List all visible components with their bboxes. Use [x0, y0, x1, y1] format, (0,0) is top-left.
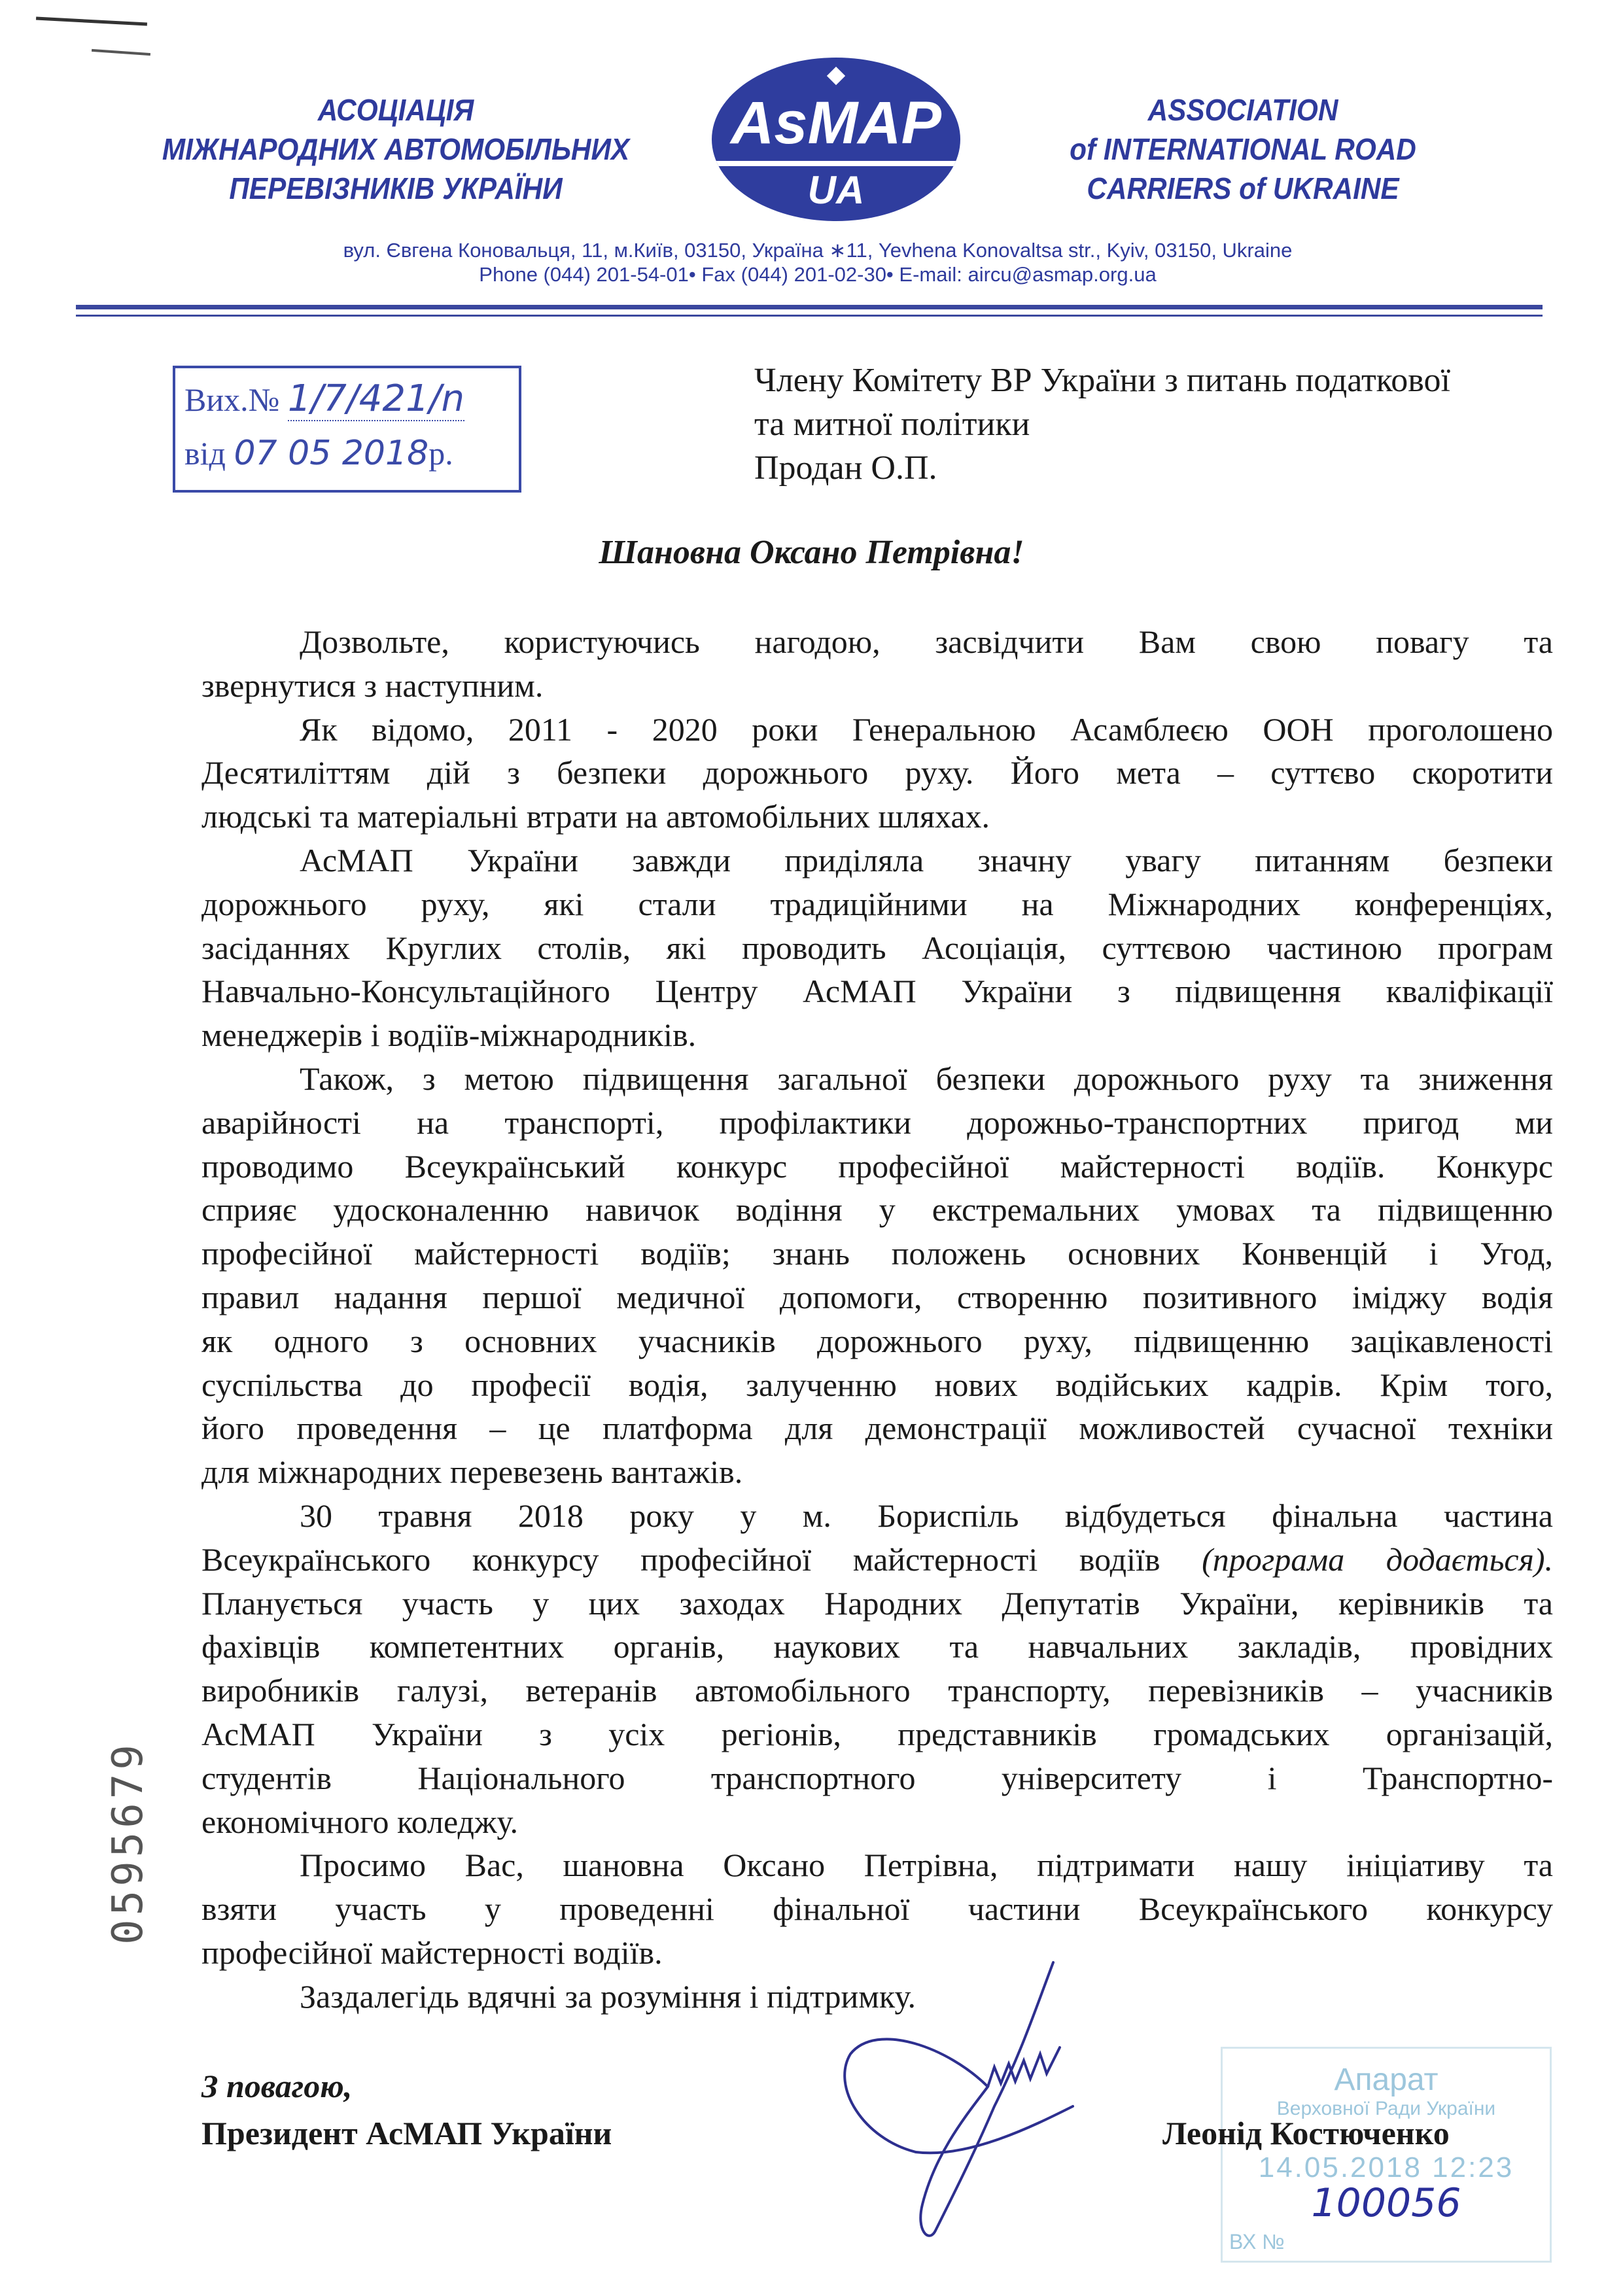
body-line-text: фахівців компетентних органів, наукових та навчальних закладів, провідних: [201, 1628, 1553, 1665]
body-line: [201, 1406, 1553, 1450]
outgoing-stamp: [173, 366, 521, 493]
body-line-text: студентів Національного транспортного університету і Транспортно-: [201, 1759, 1553, 1796]
body-line: [201, 926, 1553, 970]
body-line-text: Заздалегідь вдячні за розуміння і підтримку.: [300, 1977, 916, 2015]
header-rule-thin: [76, 315, 1543, 317]
date-label: від: [184, 435, 226, 472]
body-line: [201, 1625, 1553, 1669]
body-line-text: як одного з основних учасників дорожнього руху, підвищенню зацікавленості: [201, 1322, 1553, 1359]
body-line: [201, 1843, 1553, 1887]
body-line: [201, 795, 1553, 839]
body-line: [201, 882, 1553, 926]
body-line: [201, 751, 1553, 795]
body-line: [201, 1319, 1553, 1363]
ua-org-name: [85, 90, 707, 208]
program-attached-note: (програма додається).: [1202, 1540, 1553, 1578]
body-line: [201, 1800, 1553, 1844]
date-suffix: р.: [428, 435, 453, 472]
body-line-text: професійної майстерності водіїв.: [201, 1934, 663, 1971]
en-org-name: [955, 90, 1531, 208]
body-line: [201, 1013, 1553, 1057]
body-line: [201, 1145, 1553, 1189]
body-line-text: АсМАП України завжди приділяла значну увагу питанням безпеки: [300, 841, 1553, 878]
signatory-name: Леонід Костюченко: [1162, 2115, 1450, 2151]
logo-sub: UA: [807, 168, 865, 212]
closing-position: Президент АсМАП України: [201, 2115, 612, 2151]
addressee-name: Продан О.П.: [754, 449, 937, 487]
body-line-text: проводимо Всеукраїнський конкурс професійної майстерності водіїв. Конкурс: [201, 1147, 1553, 1185]
body-line: [201, 1887, 1553, 1931]
body-line: [201, 1494, 1553, 1538]
header-rule: [76, 305, 1543, 309]
letter-body: [201, 620, 1553, 2019]
en-name-line: CARRIERS of UKRAINE: [1087, 171, 1399, 205]
address-line: вул. Євгена Коновальця, 11, м.Київ, 03150, Україна ∗11, Yevhena Konovaltsa str., Kyiv, 03150, Ukraine: [343, 239, 1293, 262]
out-row: [184, 377, 464, 420]
body-line-text: Навчально-Консультаційного Центру АсМАП України з підвищення кваліфікації: [201, 973, 1553, 1010]
body-line: [201, 1276, 1553, 1319]
ua-name-line: ПЕРЕВІЗНИКІВ УКРАЇНИ: [229, 171, 563, 205]
ua-name-line: АСОЦІАЦІЯ: [317, 93, 474, 127]
body-line-text: суспільства до професії водія, залученню нових водійських кадрів. Крім того,: [201, 1366, 1553, 1403]
body-line-text: професійної майстерності водіїв; знань положень основних Конвенцій і Угод,: [201, 1235, 1553, 1272]
en-name-line: of INTERNATIONAL ROAD: [1070, 132, 1416, 166]
signature: [837, 1956, 1112, 2244]
body-line: [201, 1450, 1553, 1494]
body-line-text: дорожнього руху, які стали традиційними на Міжнародних конференціях,: [201, 885, 1553, 922]
body-line: [201, 708, 1553, 752]
received-stamp: [1221, 2047, 1552, 2263]
scan-mark: [92, 49, 150, 56]
body-line: [201, 1188, 1553, 1232]
received-datetime: 14.05.2018 12:23: [1258, 2151, 1514, 2183]
body-line-text: для міжнародних перевезень вантажів.: [201, 1453, 743, 1491]
body-line-text: його проведення – це платформа для демонстрації можливостей сучасної техніки: [201, 1410, 1553, 1447]
body-line: [201, 1669, 1553, 1713]
body-line: [201, 1756, 1553, 1800]
body-line-text: виробників галузі, ветеранів автомобільного транспорту, перевізників – учасників: [201, 1672, 1553, 1709]
asmap-logo: [712, 58, 960, 221]
body-line-text: аварійності на транспорті, профілактики дорожньо-транспортних пригод ми: [201, 1104, 1553, 1141]
ua-name-line: МІЖНАРОДНИХ АВТОМОБІЛЬНИХ: [162, 132, 630, 166]
body-line-text: Як відомо, 2011 - 2020 роки Генеральною Асамблеєю ООН проголошено: [300, 710, 1553, 748]
side-number: 0595679: [103, 1741, 152, 1945]
en-name-line: ASSOCIATION: [1147, 93, 1338, 127]
body-line-text: Просимо Вас, шановна Оксано Петрівна, підтримати нашу ініціативу та: [300, 1847, 1553, 1884]
body-line-text: 30 травня 2018 року у м. Бориспіль відбудеться фінальна частина: [300, 1497, 1553, 1534]
body-line-text: засіданнях Круглих столів, які проводить Асоціація, суттєвою частиною програм: [201, 929, 1553, 966]
body-line-text: Десятиліттям дій з безпеки дорожнього руху. Його мета – суттєво скоротити: [201, 754, 1553, 791]
logo-text: AsMAP: [730, 90, 942, 156]
body-line: [201, 1713, 1553, 1756]
body-line-text: Всеукраїнського конкурсу професійної майстерності водіїв: [201, 1540, 1202, 1578]
body-line: [201, 1232, 1553, 1276]
date-row: [184, 434, 453, 473]
received-in-label: ВХ №: [1229, 2230, 1285, 2253]
body-line-text: Також, з метою підвищення загальної безпеки дорожнього руху та зниження: [300, 1060, 1553, 1097]
body-line-text: людські та матеріальні втрати на автомобільних шляхах.: [201, 798, 990, 835]
body-line: [201, 620, 1553, 664]
contact-line: Phone (044) 201-54-01• Fax (044) 201-02-30• E-mail: aircu@asmap.org.ua: [479, 263, 1157, 286]
body-line-text: Дозвольте, користуючись нагодою, засвідчити Вам свою повагу та: [300, 623, 1553, 660]
body-line: [201, 1057, 1553, 1101]
body-line-text: економічного коледжу.: [201, 1803, 519, 1840]
received-number: 100056: [1311, 2180, 1461, 2226]
body-line-text: АсМАП України з усіх регіонів, представників громадських організацій,: [201, 1715, 1553, 1752]
received-subtitle: Верховної Ради України: [1276, 2098, 1496, 2119]
body-line: [201, 1582, 1553, 1626]
addressee: [754, 358, 1450, 490]
body-line: [201, 839, 1553, 882]
body-line: [201, 664, 1553, 708]
logo-divider: [712, 161, 960, 166]
received-title: Апарат: [1334, 2062, 1439, 2097]
body-line-text: звернутися з наступним.: [201, 667, 544, 704]
out-number: 1/7/421/n: [287, 377, 465, 420]
addressee-line: Члену Комітету ВР України з питань податкової: [754, 362, 1450, 399]
date-value: 07 05 2018: [234, 434, 429, 473]
body-line: [201, 1101, 1553, 1145]
body-line-text: взяти участь у проведенні фінальної частини Всеукраїнського конкурсу: [201, 1890, 1553, 1928]
scan-mark: [36, 17, 147, 26]
contact-block: [196, 238, 1439, 287]
closing-regards: З повагою,: [201, 2068, 353, 2104]
body-line-text: правил надання першої медичної допомоги, створенню позитивного іміджу водія: [201, 1278, 1553, 1315]
out-label: Вих.№: [184, 381, 280, 418]
body-line-text: менеджерів і водіїв-міжнародників.: [201, 1017, 697, 1054]
body-line: [201, 1538, 1553, 1582]
logo-diamond-icon: [827, 67, 845, 85]
body-line: [201, 1363, 1553, 1407]
body-line-text: сприяє удосконаленню навичок водіння у екстремальних умовах та підвищенню: [201, 1191, 1553, 1228]
addressee-line: та митної політики: [754, 406, 1030, 443]
greeting: Шановна Оксано Петрівна!: [599, 534, 1024, 571]
body-line-text: Планується участь у цих заходах Народних Депутатів України, керівників та: [201, 1584, 1553, 1622]
body-line: [201, 969, 1553, 1013]
